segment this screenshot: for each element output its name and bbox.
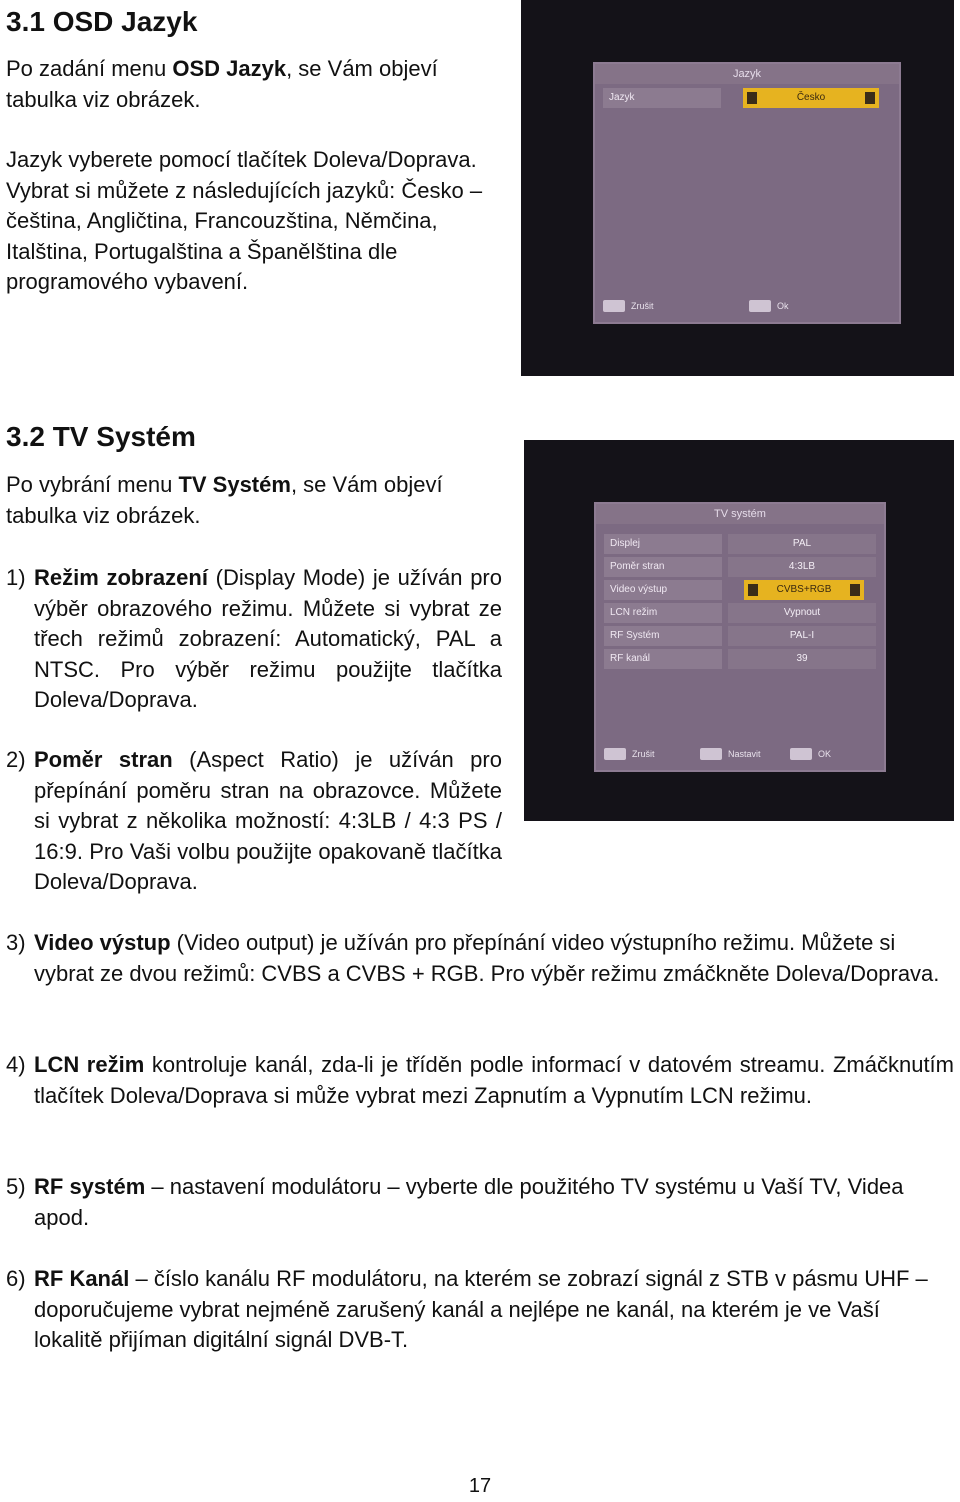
- list-item-number: 2): [6, 747, 26, 772]
- text-span: (Aspect Ratio) je užíván pro přepínání poměru stran na obrazovce. Můžete si vybrat z několika možností: 4:3LB / 4:3 PS / 16:9. Pro Vaši volbu použijte opakovaně tlačítka Doleva/Doprava.: [34, 747, 502, 894]
- osd-footer-label: Ok: [777, 301, 789, 311]
- osd-row-label: Jazyk: [603, 88, 721, 108]
- osd-tv-system-panel: [594, 502, 886, 772]
- osd-row-aspect-ratio: [604, 557, 876, 577]
- osd-row-value: Vypnout: [728, 603, 876, 623]
- osd-row-lcn-mode: [604, 603, 876, 623]
- text-span: , se Vám objeví tabulka viz obrázek.: [6, 472, 443, 528]
- osd-row-label: Video výstup: [604, 580, 722, 600]
- list-item-number: 5): [6, 1174, 26, 1199]
- text-span: , se Vám objeví tabulka viz obrázek.: [6, 56, 438, 112]
- osd-value-text: CVBS+RGB: [776, 584, 832, 595]
- osd-footer: [604, 746, 876, 762]
- osd-language-panel: [593, 62, 901, 324]
- bold-term: Poměr stran: [34, 747, 173, 772]
- osd-row-value-selected: [744, 580, 864, 600]
- list-item-body: [34, 563, 502, 716]
- osd-row-value: PAL-I: [728, 626, 876, 646]
- list-item-body: [34, 928, 954, 989]
- osd-row-label: Poměr stran: [604, 557, 722, 577]
- set-key-icon: [700, 748, 722, 760]
- list-item-number: 3): [6, 930, 26, 955]
- list-item-video-output: [6, 928, 954, 989]
- osd-row-value: [743, 88, 879, 108]
- osd-footer: [603, 298, 891, 314]
- text-span: kontroluje kanál, zda-li je tříděn podle informací v datovém streamu. Zmáčknutím tlačítek Doleva/Doprava si může vybrat mezi Zapnutím a Vypnutím LCN režimu.: [34, 1052, 954, 1108]
- ok-key-icon: [749, 300, 771, 312]
- list-item-number: 6): [6, 1266, 26, 1291]
- bold-term: Režim zobrazení: [34, 565, 208, 590]
- page-number: 17: [468, 1475, 492, 1497]
- bold-term: RF systém: [34, 1174, 146, 1199]
- list-item-rf-system: [6, 1172, 954, 1233]
- ok-key-icon: [790, 748, 812, 760]
- bold-term: Video výstup: [34, 930, 171, 955]
- osd-row-label: RF Systém: [604, 626, 722, 646]
- text-span: (Video output) je užíván pro přepínání video výstupního režimu. Můžete si vybrat ze dvou režimů: CVBS a CVBS + RGB. Pro výběr režimu zmáčkněte Doleva/Doprava.: [34, 930, 940, 986]
- bold-term: RF Kanál: [34, 1266, 130, 1291]
- list-item-body: [34, 745, 502, 898]
- list-item-number: 1): [6, 565, 26, 590]
- list-item-body: [34, 1172, 954, 1233]
- bold-term: TV Systém: [178, 472, 291, 497]
- text-span: Po zadání menu: [6, 56, 173, 81]
- osd-language-intro: [6, 54, 506, 115]
- osd-row-rf-system: [604, 626, 876, 646]
- osd-row-video-output: [604, 580, 876, 600]
- osd-language-screenshot: [521, 0, 954, 376]
- osd-row-value: PAL: [728, 534, 876, 554]
- text-span: Po vybrání menu: [6, 472, 179, 497]
- section-heading-tv-system: 3.2 TV Systém: [6, 421, 196, 452]
- osd-row-value: 4:3LB: [728, 557, 876, 577]
- osd-row-display: [604, 534, 876, 554]
- osd-row-label: LCN režim: [604, 603, 722, 623]
- osd-row-language: [603, 88, 891, 108]
- list-item-number: 4): [6, 1052, 26, 1077]
- osd-footer-label: Zrušit: [631, 301, 654, 311]
- osd-row-label: Displej: [604, 534, 722, 554]
- list-item-body: [34, 1264, 954, 1356]
- list-item-rf-channel: [6, 1264, 954, 1356]
- list-item-lcn-mode: [6, 1050, 954, 1111]
- bold-term: LCN režim: [34, 1052, 145, 1077]
- exit-key-icon: [603, 300, 625, 312]
- section-heading-osd-language: 3.1 OSD Jazyk: [6, 6, 198, 37]
- text-span: – číslo kanálu RF modulátoru, na kterém se zobrazí signál z STB v pásmu UHF – doporučujeme vybrat nejméně zarušený kanál a nejlépe ne kanál, na kterém je ve Vaší lokalitě přijíman digitální signál DVB-T.: [34, 1266, 928, 1352]
- right-arrow-icon: [865, 92, 875, 104]
- left-arrow-icon: [747, 92, 757, 104]
- osd-value-text: Česko: [796, 92, 826, 103]
- osd-footer-label: OK: [818, 749, 832, 759]
- list-item-aspect-ratio: [6, 745, 502, 898]
- text-span: (Display Mode) je užíván pro výběr obrazového režimu. Můžete si vybrat ze třech režimů zobrazení: Automatický, PAL a NTSC. Pro výběr režimu použijte tlačítka Doleva/Doprava.: [34, 565, 502, 712]
- osd-row-rf-channel: [604, 649, 876, 669]
- osd-row-label: RF kanál: [604, 649, 722, 669]
- list-item-body: [34, 1050, 954, 1111]
- osd-tv-system-screenshot: [524, 440, 954, 821]
- osd-row-value: 39: [728, 649, 876, 669]
- tv-system-intro: [6, 470, 506, 531]
- osd-footer-label: Nastavit: [728, 749, 761, 759]
- exit-key-icon: [604, 748, 626, 760]
- osd-language-description: Jazyk vyberete pomocí tlačítek Doleva/Doprava. Vybrat si můžete z následujících jazyků: Česko – čeština, Angličtina, Francouzština, Němčina, Italština, Portugalština a Španělština dle programového vybavení.: [6, 147, 483, 294]
- left-arrow-icon: [748, 584, 758, 596]
- osd-footer-label: Zrušit: [632, 749, 655, 759]
- right-arrow-icon: [850, 584, 860, 596]
- osd-panel-title: TV systém: [596, 504, 884, 524]
- text-span: – nastavení modulátoru – vyberte dle použitého TV systému u Vaší TV, Videa apod.: [34, 1174, 904, 1230]
- osd-panel-title: Jazyk: [595, 64, 899, 84]
- bold-term: OSD Jazyk: [172, 56, 287, 81]
- list-item-display-mode: [6, 563, 502, 716]
